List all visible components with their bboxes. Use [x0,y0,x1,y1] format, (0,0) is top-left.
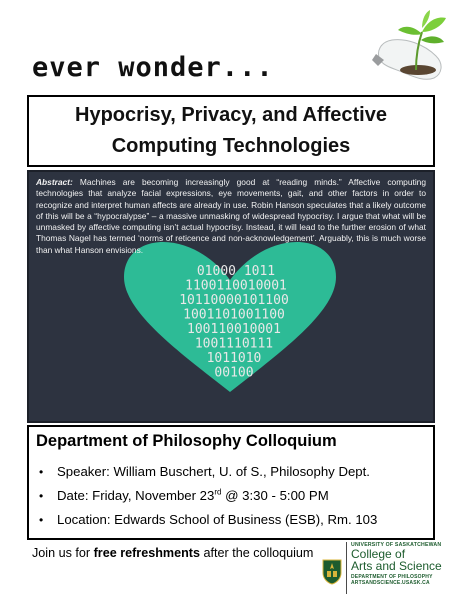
abstract-label: Abstract: [36,177,73,187]
binary-line: 10110000101100 [179,293,289,308]
binary-line: 1100110010001 [185,278,287,294]
bullet-icon: • [39,489,44,503]
date-suffix: @ 3:30 - 5:00 PM [221,488,329,503]
binary-line: 100110010001 [187,322,281,337]
college-url: ARTSANDSCIENCE.USASK.CA [351,580,430,586]
talk-title-line-2: Computing Technologies [111,135,351,157]
location-text: Location: Edwards School of Business (ESB), Rm. 103 [57,512,378,527]
binary-line: 1001101001100 [183,307,285,323]
date-ordinal: rd [214,487,222,497]
header [0,0,464,95]
abstract-text [36,177,426,256]
binary-line: 1001110111 [194,336,274,352]
logo-divider [346,542,347,594]
speaker-item [39,460,377,484]
department-name: DEPARTMENT OF PHILOSOPHY [351,574,433,580]
abstract-body: Machines are becoming increasingly good at “reading minds.” Affective computing technologies that analyze facial expressions, eye movements, gait, and other factors in order to recognize and interpret human affects are already in use. Robin Hanson speculates that a likely outcome of this will be a “hypocralypse” – a massive unmasking of widespread hypocrisy. I argue that what will be unmasked by affective computing isn’t actual hypocrisy. Instead, it will lead to the further erosion of what Thomas Nagel has termed ‘norms of reticence and non-acknowledgement’. Arguably, this is much worse than what Hanson envisions. [36,177,426,255]
university-name: UNIVERSITY OF SASKATCHEWAN [351,542,442,548]
speaker-text: Speaker: William Buschert, U. of S., Philosophy Dept. [57,464,370,479]
abstract-panel [27,170,435,423]
tagline: ever wonder... [32,52,274,83]
lightbulb-plant-icon [372,8,452,88]
bullet-icon: • [39,465,44,479]
colloquium-box [27,425,435,540]
university-crest-icon [322,559,342,585]
footer [0,538,464,600]
talk-title [69,100,393,162]
bullet-icon: • [39,513,44,527]
date-prefix: Date: Friday, November 23 [57,488,215,503]
college-name-line-1: College of [351,547,406,561]
title-box [27,95,435,167]
date-item [39,484,377,508]
college-name-line-2: Arts and Science [351,559,442,573]
binary-line: 1011010 [206,351,262,366]
binary-line: 00100 [214,365,254,381]
refreshments-note: Join us for free refreshments after the colloquium [32,546,314,560]
location-item [39,508,377,532]
binary-line: 01000 1011 [196,264,276,279]
event-details-list [39,460,377,532]
talk-title-line-1: Hypocrisy, Privacy, and Affective [75,104,387,126]
colloquium-heading: Department of Philosophy Colloquium [36,432,337,450]
